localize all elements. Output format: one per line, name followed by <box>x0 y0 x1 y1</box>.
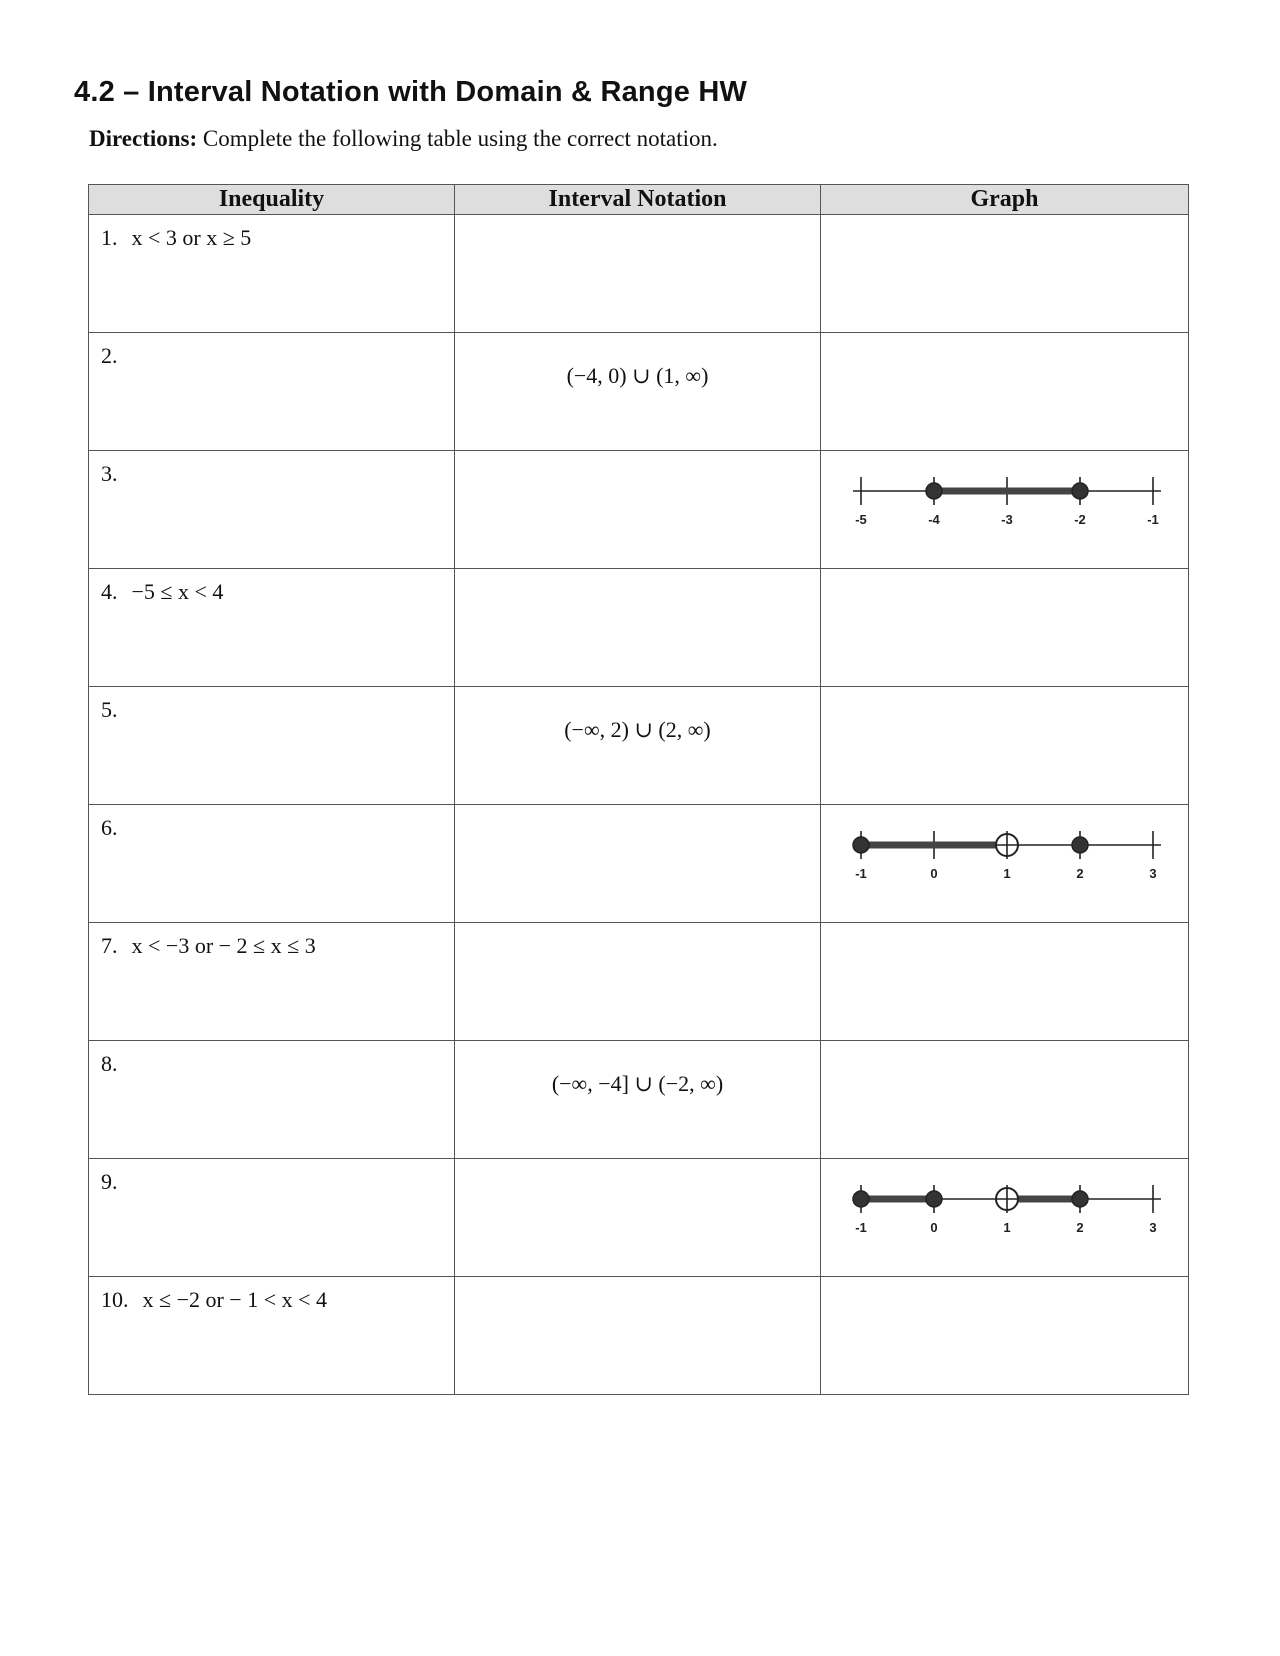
inequality-cell[interactable] <box>89 1277 455 1395</box>
worksheet-table <box>88 184 1189 1395</box>
header-interval-notation: Interval Notation <box>455 185 821 215</box>
question-number: 1. <box>101 225 118 250</box>
inequality-text: x < −3 or − 2 ≤ x ≤ 3 <box>131 933 316 958</box>
question-number: 7. <box>101 933 118 958</box>
inequality-text: x < 3 or x ≥ 5 <box>131 225 252 250</box>
directions <box>89 126 718 152</box>
inequality-cell[interactable] <box>89 687 455 805</box>
interval-notation-text: (−4, 0) ∪ (1, ∞) <box>566 363 709 388</box>
interval-cell[interactable] <box>455 923 821 1041</box>
question-number: 2. <box>101 343 118 368</box>
table-row <box>89 569 1189 687</box>
interval-notation-text: (−∞, 2) ∪ (2, ∞) <box>564 717 711 742</box>
table-row <box>89 333 1189 451</box>
header-inequality: Inequality <box>89 185 455 215</box>
inequality-cell[interactable] <box>89 569 455 687</box>
number-line-tick-label: -1 <box>1147 512 1159 527</box>
graph-cell[interactable] <box>821 687 1189 805</box>
number-line <box>821 451 1187 567</box>
interval-cell[interactable] <box>455 215 821 333</box>
closed-point <box>1072 483 1088 499</box>
graph-cell[interactable] <box>821 1041 1189 1159</box>
number-line-tick-label: 2 <box>1076 1220 1084 1235</box>
number-line-tick-label: 3 <box>1149 866 1157 881</box>
graph-cell[interactable] <box>821 1159 1189 1277</box>
number-line <box>821 1159 1187 1275</box>
table-row <box>89 1159 1189 1277</box>
number-line-tick-label: -5 <box>855 512 867 527</box>
interval-cell[interactable] <box>455 451 821 569</box>
number-line-tick-label: -4 <box>928 512 940 527</box>
question-number: 10. <box>101 1287 129 1312</box>
question-number: 4. <box>101 579 118 604</box>
directions-label: Directions: <box>89 126 198 151</box>
closed-point <box>853 837 869 853</box>
number-line-tick-label: -2 <box>1074 512 1086 527</box>
graph-cell[interactable] <box>821 215 1189 333</box>
closed-point <box>926 483 942 499</box>
interval-cell[interactable] <box>455 1041 821 1159</box>
header-row <box>89 185 1189 215</box>
table-row <box>89 687 1189 805</box>
question-number: 3. <box>101 461 118 486</box>
graph-cell[interactable] <box>821 1277 1189 1395</box>
graph-cell[interactable] <box>821 923 1189 1041</box>
closed-point <box>1072 837 1088 853</box>
closed-point <box>853 1191 869 1207</box>
number-line-tick-label: -3 <box>1001 512 1013 527</box>
directions-text: Complete the following table using the correct notation. <box>202 126 718 151</box>
interval-notation-text: (−∞, −4] ∪ (−2, ∞) <box>551 1071 724 1096</box>
inequality-cell[interactable] <box>89 1041 455 1159</box>
table-row <box>89 451 1189 569</box>
number-line-tick-label: 2 <box>1076 866 1084 881</box>
inequality-cell[interactable] <box>89 1159 455 1277</box>
closed-point <box>926 1191 942 1207</box>
inequality-text: x ≤ −2 or − 1 < x < 4 <box>142 1287 328 1312</box>
question-number: 9. <box>101 1169 118 1194</box>
interval-cell[interactable] <box>455 1159 821 1277</box>
inequality-cell[interactable] <box>89 451 455 569</box>
interval-cell[interactable] <box>455 333 821 451</box>
number-line-tick-label: 1 <box>1003 866 1011 881</box>
number-line-tick-label: 0 <box>930 866 938 881</box>
graph-cell[interactable] <box>821 805 1189 923</box>
inequality-cell[interactable] <box>89 805 455 923</box>
graph-cell[interactable] <box>821 451 1189 569</box>
page-title: 4.2 – Interval Notation with Domain & Range HW <box>74 76 748 108</box>
header-graph: Graph <box>821 185 1189 215</box>
question-number: 5. <box>101 697 118 722</box>
number-line <box>821 805 1187 921</box>
question-number: 8. <box>101 1051 118 1076</box>
interval-cell[interactable] <box>455 805 821 923</box>
number-line-tick-label: 0 <box>930 1220 938 1235</box>
table-row <box>89 1041 1189 1159</box>
graph-cell[interactable] <box>821 569 1189 687</box>
interval-cell[interactable] <box>455 569 821 687</box>
interval-cell[interactable] <box>455 1277 821 1395</box>
question-number: 6. <box>101 815 118 840</box>
graph-cell[interactable] <box>821 333 1189 451</box>
inequality-cell[interactable] <box>89 215 455 333</box>
number-line-tick-label: -1 <box>855 866 867 881</box>
table-row <box>89 1277 1189 1395</box>
table-row <box>89 215 1189 333</box>
table-row <box>89 805 1189 923</box>
number-line-tick-label: 1 <box>1003 1220 1011 1235</box>
number-line-tick-label: 3 <box>1149 1220 1157 1235</box>
inequality-text: −5 ≤ x < 4 <box>131 579 224 604</box>
closed-point <box>1072 1191 1088 1207</box>
number-line-tick-label: -1 <box>855 1220 867 1235</box>
table-row <box>89 923 1189 1041</box>
inequality-cell[interactable] <box>89 333 455 451</box>
inequality-cell[interactable] <box>89 923 455 1041</box>
interval-cell[interactable] <box>455 687 821 805</box>
